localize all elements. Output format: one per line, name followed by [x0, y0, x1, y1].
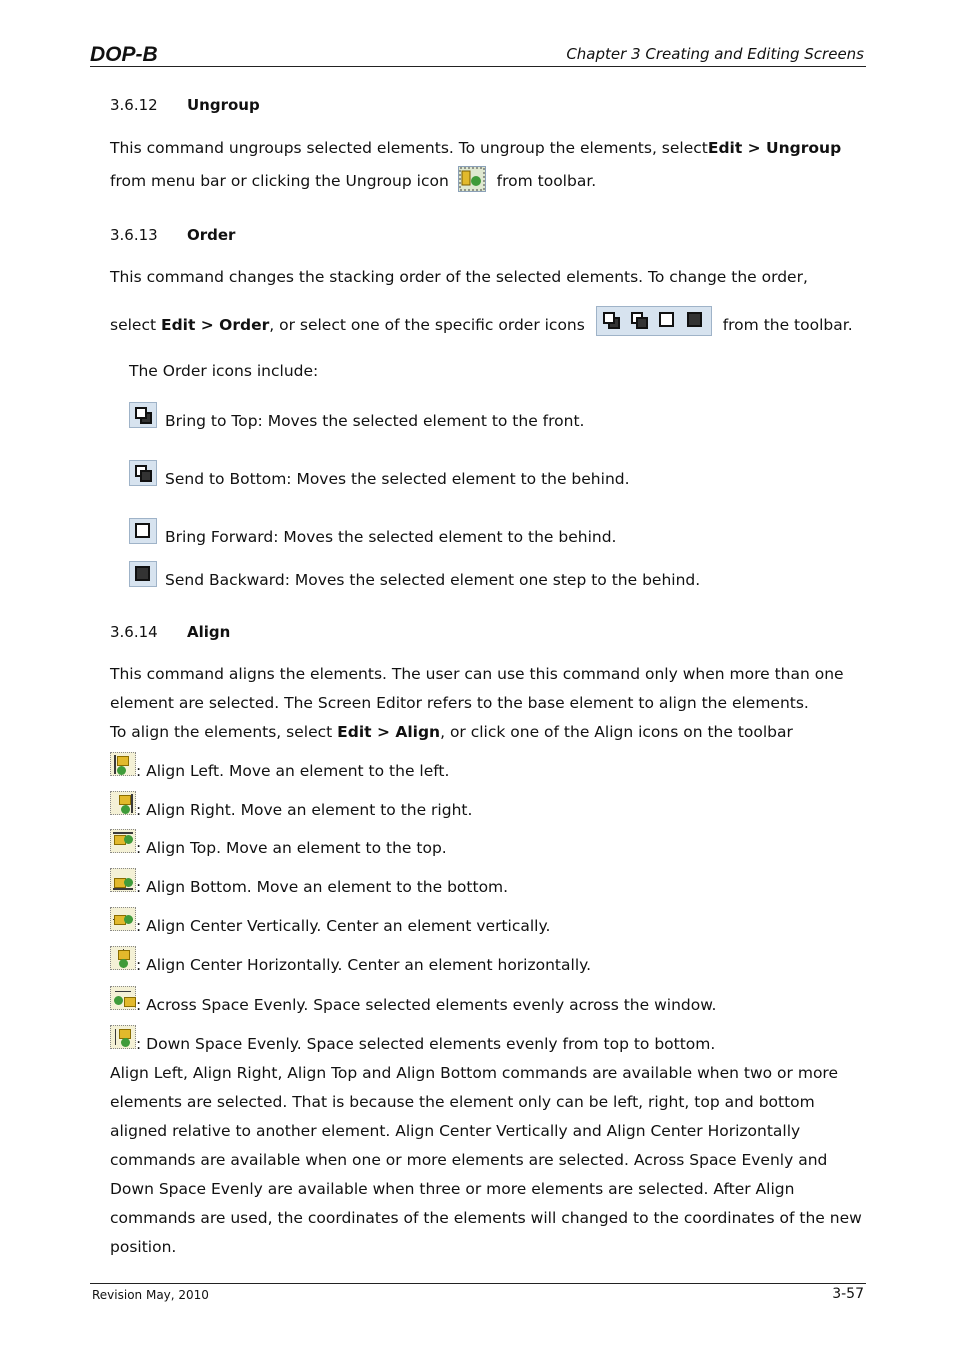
ungroup-icon: [458, 166, 486, 192]
align-item-bottom: [110, 864, 508, 896]
ungroup-paragraph-line-1: [110, 139, 841, 157]
send-backward-icon: [129, 561, 157, 587]
footer-revision: Revision May, 2010: [92, 1288, 209, 1302]
align-item-text: : Align Top. Move an element to the top.: [136, 839, 447, 857]
align-item-text: : Down Space Evenly. Space selected elements evenly from top to bottom.: [136, 1035, 716, 1053]
across-space-evenly-icon: [110, 986, 136, 1010]
align-paragraph-1: This command aligns the elements. The user can use this command only when more than one element are selected. The Screen Editor refers to the base element to align the elements.: [110, 665, 844, 712]
body-text: select: [110, 316, 161, 334]
section-number: 3.6.12: [110, 96, 158, 114]
bring-to-top-icon: [129, 402, 157, 428]
menu-edit-ref: Edit: [337, 723, 372, 741]
section-heading-ungroup: [110, 96, 260, 114]
section-number: 3.6.13: [110, 226, 158, 244]
align-item-text: : Across Space Evenly. Space selected elements evenly across the window.: [136, 996, 717, 1014]
align-item-down-space-evenly: [110, 1021, 715, 1053]
align-item-right: [110, 787, 472, 819]
align-top-icon: [110, 829, 136, 853]
body-text: To align the elements, select: [110, 723, 338, 741]
menu-separator: >: [742, 139, 767, 157]
align-left-icon: [110, 752, 136, 776]
bring-to-top-icon: [598, 308, 626, 334]
menu-order-ref: Order: [219, 316, 270, 334]
order-item-text: Bring to Top: Moves the selected element to the front.: [165, 412, 585, 430]
align-item-across-space-evenly: [110, 982, 716, 1014]
order-item-bring-forward: [129, 516, 616, 546]
footer-rule: [90, 1283, 866, 1284]
align-item-left: [110, 748, 449, 780]
send-to-bottom-icon: [129, 460, 157, 486]
menu-align-ref: Align: [395, 723, 441, 741]
body-text: This command ungroups selected elements. To ungroup the elements, select: [110, 139, 708, 157]
body-text: This command changes the stacking order of the selected elements. To change the order,: [110, 268, 808, 286]
order-icons-intro: [129, 362, 318, 380]
bring-forward-icon: [129, 518, 157, 544]
order-item-send-backward: [129, 559, 700, 589]
menu-edit-ref: Edit: [160, 316, 196, 334]
align-item-text: : Align Center Vertically. Center an element vertically.: [136, 917, 551, 935]
order-paragraph-line-1: [110, 268, 808, 286]
order-item-send-to-bottom: [129, 458, 630, 488]
body-text: from menu bar or clicking the Ungroup icon: [110, 172, 454, 190]
page-number: 3-57: [832, 1286, 864, 1302]
send-backward-icon: [682, 308, 710, 334]
down-space-evenly-icon: [110, 1025, 136, 1049]
section-title: Order: [187, 226, 236, 244]
align-item-center-vertically: [110, 903, 550, 935]
body-text: The Order icons include:: [129, 362, 319, 380]
section-title: Align: [187, 623, 231, 641]
align-right-icon: [110, 791, 136, 815]
brand-logo: DOP-B: [90, 43, 158, 66]
align-item-center-horizontally: [110, 942, 591, 974]
align-bottom-icon: [110, 868, 136, 892]
menu-ungroup-ref: Ungroup: [766, 139, 842, 157]
bring-forward-icon: [654, 308, 682, 334]
align-item-text: : Align Right. Move an element to the right.: [136, 801, 473, 819]
align-item-text: : Align Left. Move an element to the left.: [136, 762, 450, 780]
body-text: from toolbar.: [491, 172, 597, 190]
align-closing-paragraph: Align Left, Align Right, Align Top and Align Bottom commands are available when two or more elements are selected. That is because the element only can be left, right, top and bottom aligned relative to another element. Align Center Vertically and Align Center Horizontally commands are available when one or more elements are selected. Across Space Evenly and Down Space Evenly are available when three or more elements are selected. After Align commands are used, the coordinates of the elements will changed to the coordinates of the new position.: [110, 1064, 862, 1256]
align-item-text: : Align Bottom. Move an element to the bottom.: [136, 878, 509, 896]
order-item-text: Send to Bottom: Moves the selected element to the behind.: [165, 470, 630, 488]
align-item-text: : Align Center Horizontally. Center an element horizontally.: [136, 956, 592, 974]
body-text: , or select one of the specific order icons: [269, 316, 590, 334]
order-paragraph-line-2: [110, 305, 853, 345]
send-to-bottom-icon: [626, 308, 654, 334]
section-title: Ungroup: [187, 96, 260, 114]
align-center-horizontally-icon: [110, 946, 136, 970]
order-item-bring-to-top: [129, 400, 584, 430]
align-paragraph-line-3: [110, 723, 793, 741]
order-icons-toolbar: [596, 306, 712, 336]
menu-separator: >: [371, 723, 396, 741]
chapter-title: Chapter 3 Creating and Editing Screens: [566, 45, 864, 63]
align-center-vertically-icon: [110, 907, 136, 931]
order-item-text: Bring Forward: Moves the selected element to the behind.: [165, 528, 617, 546]
menu-separator: >: [195, 316, 220, 334]
section-number: 3.6.14: [110, 623, 158, 641]
header-rule: [90, 66, 866, 67]
align-item-top: [110, 825, 447, 857]
menu-edit-ref: Edit: [707, 139, 743, 157]
section-heading-align: [110, 623, 230, 641]
ungroup-paragraph-line-2: [110, 163, 596, 199]
order-item-text: Send Backward: Moves the selected element one step to the behind.: [165, 571, 701, 589]
body-text: from the toolbar.: [717, 316, 853, 334]
section-heading-order: [110, 226, 235, 244]
body-text: , or click one of the Align icons on the toolbar: [440, 723, 793, 741]
